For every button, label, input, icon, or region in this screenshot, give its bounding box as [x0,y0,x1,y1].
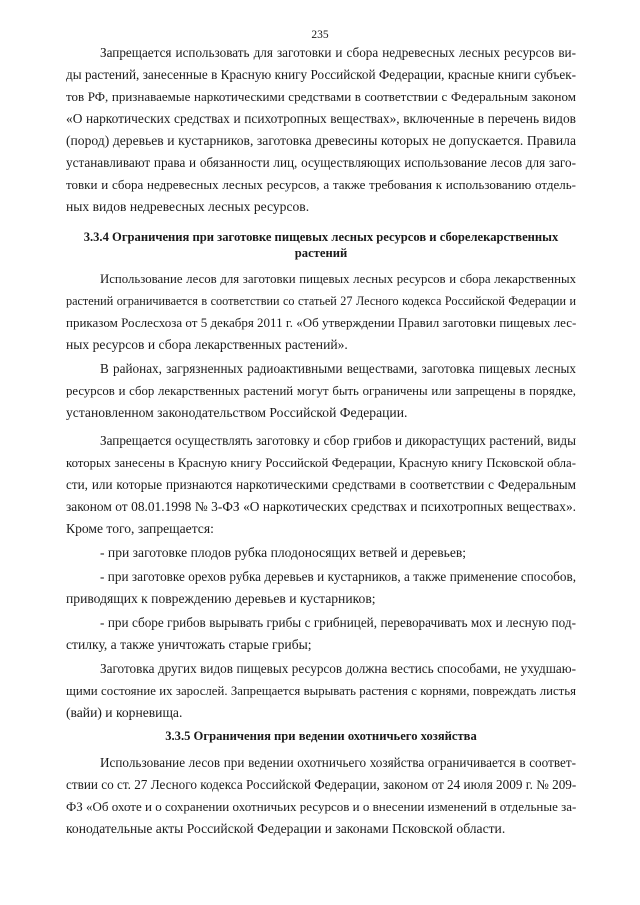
section-heading-3-3-5: 3.3.5 Ограничения при ведении охотничьего хозяйства [165,729,477,743]
paragraph-line: сти, или которые признаются наркотическими средствами в соответствии с Федеральным [66,477,576,492]
paragraph-line: ных видов недревесных лесных ресурсов. [66,199,310,214]
paragraph-line: ды растений, занесенные в Красную книгу Российской Федерации, красные книги субъек- [66,67,576,82]
paragraph-line: ФЗ «Об охоте и о сохранении охотничьих ресурсов и о внесении изменений в отдельные за- [66,799,576,814]
paragraph-line: устанавливают права и обязанности лиц, осуществляющих использование лесов для заго- [66,155,576,170]
paragraph-line: установленном законодательством Российской Федерации. [66,405,408,420]
page-number: 235 [311,29,329,41]
paragraph-line: ресурсов и сбор лекарственных растений могут быть ограничены или запрещены в порядке, [66,384,576,398]
paragraph-line: (вайи) и корневища. [66,705,183,720]
paragraph-line: тов РФ, признаваемые наркотическими средствами в соответствии с Федеральным законом [66,89,576,104]
paragraph-line: товки и сбора недревесных лесных ресурсов, а также требования к использованию отдель- [66,177,576,192]
list-item: - при заготовке орехов рубка деревьев и кустарников, а также применение способов, [100,569,576,584]
paragraph-line: конодательные акты Российской Федерации и законами Псковской области. [66,821,506,836]
paragraph-line: законом от 08.01.1998 № 3-ФЗ «О наркотических средствах и психотропных веществах». [66,499,576,514]
paragraph-line: Заготовка других видов пищевых ресурсов должна вестись способами, не ухудшаю- [100,661,576,676]
paragraph-line: Запрещается осуществлять заготовку и сбор грибов и дикорастущих растений, виды [100,433,576,448]
paragraph-line: (пород) деревьев и кустарников, заготовка древесины которых не допускается. Правила [66,133,576,148]
paragraph-line: которых занесены в Красную книгу Российской Федерации, Красную книгу Псковской обла- [66,456,576,470]
section-heading-3-3-4-cont: растений [294,246,348,260]
paragraph-line: Кроме того, запрещается: [66,521,214,536]
paragraph-line: ствии со ст. 27 Лесного кодекса Российской Федерации, законом от 24 июля 2009 г. № 209- [66,777,576,792]
paragraph-line: Запрещается использовать для заготовки и сбора недревесных лесных ресурсов ви- [100,45,576,60]
list-item: - при сборе грибов вырывать грибы с грибницей, переворачивать мох и лесную под- [100,615,576,630]
paragraph-line: растений ограничивается в соответствии со статьей 27 Лесного кодекса Российской Федерации и [66,294,576,308]
section-heading-3-3-4: 3.3.4 Ограничения при заготовке пищевых лесных ресурсов и сборелекарственных [83,230,559,244]
paragraph-line: Использование лесов для заготовки пищевых лесных ресурсов и сбора лекарственных [100,272,576,286]
list-item: - при заготовке плодов рубка плодоносящих ветвей и деревьев; [100,545,467,560]
paragraph-line: приказом Рослесхоза от 5 декабря 2011 г. «Об утверждении Правил заготовки пищевых лес- [66,315,576,330]
paragraph-line: щими состояние их зарослей. Запрещается вырывать растения с корнями, повреждать листья [66,684,576,698]
paragraph-line: В районах, загрязненных радиоактивными веществами, заготовка пищевых лесных [100,361,576,376]
paragraph-line: Использование лесов при ведении охотничьего хозяйства ограничивается в соответ- [100,755,576,770]
list-item-cont: приводящих к повреждению деревьев и кустарников; [66,591,376,606]
list-item-cont: стилку, а также уничтожать старые грибы; [66,637,312,652]
paragraph-line: ных ресурсов и сбора лекарственных растений». [66,337,348,352]
paragraph-line: «О наркотических средствах и психотропных веществах», включенные в перечень видов [66,111,576,126]
